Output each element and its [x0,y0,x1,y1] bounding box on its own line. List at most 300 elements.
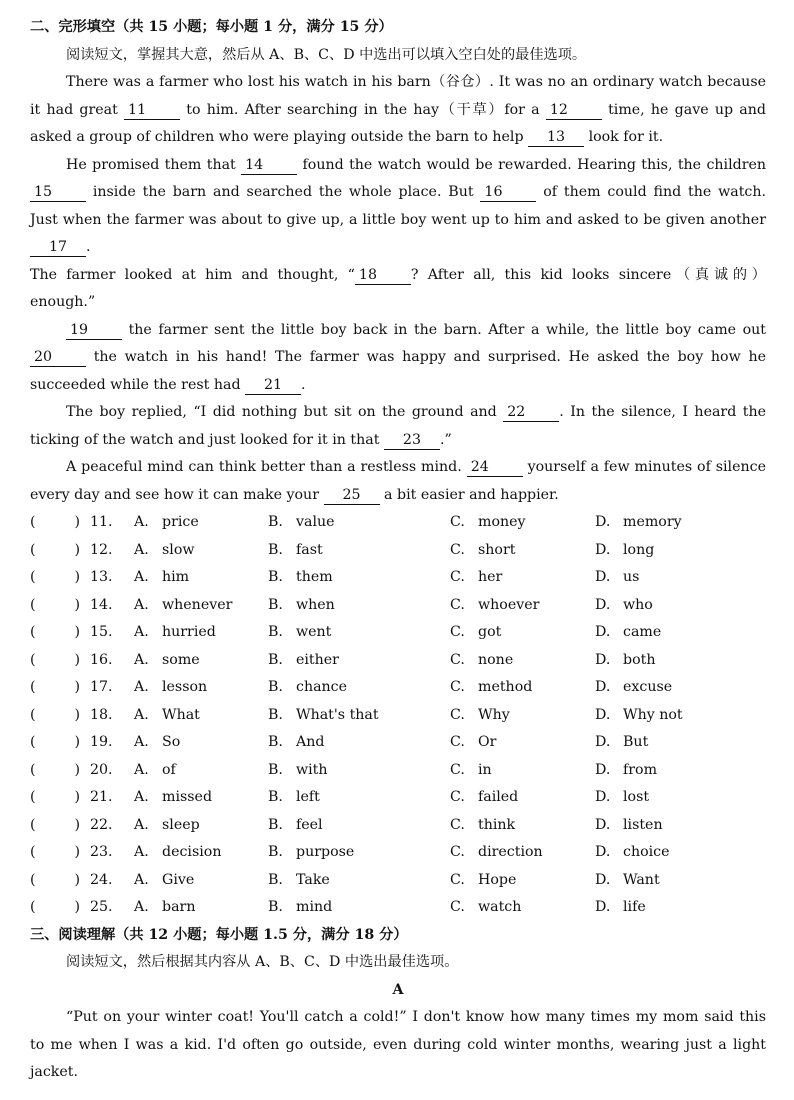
option-b[interactable] [268,647,450,675]
option-b[interactable] [268,564,450,592]
option-a[interactable] [134,592,268,620]
passage-line [30,482,766,510]
option-letter: D. [595,789,611,805]
option-b[interactable] [268,509,450,537]
blank-20[interactable]: 20 [30,348,86,367]
option-b[interactable] [268,619,450,647]
bracket-close: ) [74,596,80,613]
option-text: memory [623,514,682,530]
option-letter: C. [450,624,465,640]
passage-text: inside the barn and searched the whole place. But [92,184,474,200]
option-d[interactable] [595,509,735,537]
passage-text: found the watch would be rewarded. Hearing this, the children [302,156,767,173]
option-a[interactable] [134,867,268,895]
passage-text: the watch in his hand! The farmer was happy and surprised. He asked the boy how he [93,349,766,365]
option-letter: B. [268,651,283,668]
option-letter: A. [134,761,149,778]
question-number: 16. [90,651,113,668]
bracket-close: ) [74,899,80,915]
option-d[interactable] [595,674,735,702]
option-c[interactable] [450,812,595,840]
cloze-passage [30,69,766,509]
option-text: Why not [623,706,683,723]
option-letter: C. [450,706,465,723]
option-b[interactable] [268,784,450,812]
passage-text: a bit easier and happier. [384,486,559,503]
option-letter: C. [450,844,465,860]
option-letter: B. [268,816,283,833]
blank-24[interactable]: 24 [467,458,523,477]
option-d[interactable] [595,894,735,922]
option-letter: D. [595,871,611,888]
question-row [30,867,766,895]
option-letter: A. [134,816,149,833]
blank-16[interactable]: 16 [480,183,536,202]
passage-line [30,262,766,290]
question-number: 18. [90,706,113,723]
option-d[interactable] [595,647,735,675]
passage-text: The boy replied, “I did nothing but sit on the ground and [66,404,497,420]
option-text: of [162,761,176,778]
passage-text: the farmer sent the little boy back in the barn. After a while, the little boy came out [128,321,766,338]
option-text: feel [296,816,323,833]
option-text: mind [296,899,333,915]
option-text: some [162,651,200,668]
passage-text: ticking of the watch and just looked for it in that [30,431,380,448]
option-text: failed [478,789,519,805]
option-text: chance [296,679,348,695]
question-row [30,647,766,675]
section2-instruction: 阅读短文，掌握其大意，然后从 A、B、C、D 中选出可以填入空白处的最佳选项。 [66,46,587,63]
question-row [30,592,766,620]
option-text: But [623,734,649,750]
option-text: from [623,761,658,778]
question-number: 25. [90,899,113,915]
option-text: whenever [162,596,233,613]
option-text: none [478,651,514,668]
option-text: slow [162,541,195,558]
option-b[interactable] [268,729,450,757]
bracket-close: ) [74,789,80,805]
passage-text: .” [439,431,452,448]
passage-line [30,344,766,372]
option-letter: A. [134,871,149,888]
option-text: life [623,899,646,915]
option-c[interactable] [450,839,595,867]
option-c[interactable] [450,674,595,702]
option-letter: D. [595,844,611,860]
bracket-close: ) [74,541,80,558]
passage-text: asked a group of children who were playing outside the barn to help [30,129,524,145]
option-letter: C. [450,789,465,805]
bracket-close: ) [74,871,80,888]
option-letter: A. [134,706,149,723]
passage-line [30,317,766,345]
bracket-open: ( [30,734,36,750]
passage-line: There was a farmer who lost his watch in his barn（谷仓）. It was no an ordinary watch because [66,74,766,90]
option-letter: A. [134,789,149,805]
option-text: sleep [162,816,200,833]
bracket-open: ( [30,514,36,530]
question-number: 17. [90,679,113,695]
section3-instruction: 阅读短文，然后根据其内容从 A、B、C、D 中选出最佳选项。 [66,954,459,970]
bracket-open: ( [30,789,36,805]
passage-line: enough.” [30,294,96,310]
question-number: 20. [90,761,113,778]
option-b[interactable] [268,592,450,620]
bracket-open: ( [30,871,36,888]
option-letter: B. [268,514,283,530]
option-text: got [478,624,502,640]
option-text: Want [623,871,660,888]
blank-15[interactable]: 15 [30,183,86,202]
passage-text: . [86,239,91,255]
option-b[interactable] [268,674,450,702]
option-letter: D. [595,624,611,640]
question-number: 21. [90,789,113,805]
option-letter: D. [595,514,611,530]
option-c[interactable] [450,729,595,757]
answer-bracket[interactable] [30,729,90,757]
option-c[interactable] [450,867,595,895]
answer-bracket[interactable] [30,674,90,702]
blank-13[interactable]: 13 [528,128,584,147]
bracket-open: ( [30,706,36,723]
option-a[interactable] [134,812,268,840]
option-c[interactable] [450,564,595,592]
option-a[interactable] [134,757,268,785]
bracket-open: ( [30,899,36,915]
option-letter: C. [450,541,465,558]
option-text: Give [162,871,195,888]
bracket-close: ) [74,569,80,585]
option-letter: B. [268,596,283,613]
option-d[interactable] [595,839,735,867]
option-text: her [478,569,503,585]
option-a[interactable] [134,894,268,922]
option-d[interactable] [595,592,735,620]
question-row [30,702,766,730]
option-c[interactable] [450,894,595,922]
option-text: listen [623,816,663,833]
option-b[interactable] [268,812,450,840]
option-letter: B. [268,871,283,888]
option-letter: A. [134,624,149,640]
bracket-close: ) [74,734,80,750]
option-text: him [162,569,190,585]
blank-11[interactable]: 11 [124,101,180,120]
option-letter: D. [595,706,611,723]
question-number: 14. [90,596,113,613]
question-row [30,839,766,867]
answer-bracket[interactable] [30,592,90,620]
option-text: Hope [478,871,517,888]
passage-line [30,427,766,455]
passage-text: . [301,376,306,393]
bracket-open: ( [30,651,36,668]
option-text: hurried [162,624,216,640]
option-c[interactable] [450,784,595,812]
passage-line: “Put on your winter coat! You'll catch a cold!” I don't know how many times my mom said this [66,1009,766,1025]
answer-bracket[interactable] [30,894,90,922]
option-b[interactable] [268,894,450,922]
option-a[interactable] [134,784,268,812]
option-letter: A. [134,651,149,668]
answer-bracket[interactable] [30,702,90,730]
answer-bracket[interactable] [30,564,90,592]
passage-text: A peaceful mind can think better than a restless mind. [66,459,462,475]
option-text: think [478,816,516,833]
passage-line: to me when I was a kid. I'd often go outside, even during cold winter months, wearing just a light [30,1036,766,1053]
option-letter: D. [595,734,611,750]
passage-text: succeeded while the rest had [30,376,241,393]
question-number: 13. [90,569,113,585]
option-letter: A. [134,514,149,530]
option-d[interactable] [595,812,735,840]
bracket-close: ) [74,706,80,723]
question-row [30,619,766,647]
option-b[interactable] [268,702,450,730]
option-letter: D. [595,899,611,915]
option-a[interactable] [134,702,268,730]
question-number: 15. [90,624,113,640]
option-text: came [623,624,662,640]
bracket-close: ) [74,679,80,695]
blank-22[interactable]: 22 [503,403,559,422]
option-text: method [478,679,533,695]
question-number: 11. [90,514,113,530]
bracket-open: ( [30,596,36,613]
passage-text: The farmer looked at him and thought, “ [30,266,355,283]
option-text: short [478,541,516,558]
option-letter: D. [595,816,611,833]
bracket-open: ( [30,816,36,833]
blank-23[interactable]: 23 [384,431,440,450]
blank-17[interactable]: 17 [30,238,86,257]
option-text: left [296,789,320,805]
option-letter: C. [450,899,465,915]
option-letter: B. [268,569,283,585]
option-d[interactable] [595,867,735,895]
option-text: And [296,734,325,750]
option-b[interactable] [268,757,450,785]
answer-bracket[interactable] [30,647,90,675]
section2-heading: 二、完形填空（共 15 小题；每小题 1 分，满分 15 分） [30,19,393,35]
question-row [30,729,766,757]
option-text: with [296,761,328,778]
passage-label: A [392,981,404,998]
option-letter: D. [595,596,611,613]
question-row [30,812,766,840]
option-text: watch [478,899,522,915]
option-d[interactable] [595,537,735,565]
bracket-close: ) [74,844,80,860]
option-a[interactable] [134,674,268,702]
option-b[interactable] [268,839,450,867]
blank-21[interactable]: 21 [245,376,301,395]
option-a[interactable] [134,729,268,757]
passage-line [30,372,766,400]
option-c[interactable] [450,619,595,647]
passage-text: of them could find the watch. [543,184,766,200]
answer-bracket[interactable] [30,509,90,537]
passage-text: every day and see how it can make your [30,486,319,503]
option-a[interactable] [134,537,268,565]
bracket-open: ( [30,844,36,860]
bracket-open: ( [30,624,36,640]
answer-bracket[interactable] [30,784,90,812]
blank-12[interactable]: 12 [546,101,602,120]
passage-text: look for it. [588,129,664,145]
answer-bracket[interactable] [30,619,90,647]
option-letter: C. [450,651,465,668]
option-c[interactable] [450,537,595,565]
option-a[interactable] [134,839,268,867]
question-row [30,894,766,922]
option-d[interactable] [595,729,735,757]
question-number: 23. [90,844,113,860]
option-letter: C. [450,596,465,613]
option-b[interactable] [268,537,450,565]
option-text: What's that [296,706,379,723]
option-letter: D. [595,541,611,558]
option-a[interactable] [134,564,268,592]
option-letter: C. [450,679,465,695]
option-letter: A. [134,596,149,613]
passage-text: yourself a few minutes of silence [527,459,766,475]
option-c[interactable] [450,647,595,675]
blank-19[interactable]: 19 [66,321,122,340]
option-text: Why [478,706,510,723]
answer-bracket[interactable] [30,839,90,867]
option-text: went [296,624,332,640]
bracket-open: ( [30,679,36,695]
question-number: 12. [90,541,113,558]
option-letter: B. [268,706,283,723]
answer-bracket[interactable] [30,537,90,565]
passage-line [30,97,766,125]
blank-25[interactable]: 25 [324,486,380,505]
passage-line [30,124,766,152]
question-number: 22. [90,816,113,833]
bracket-close: ) [74,651,80,668]
option-text: decision [162,844,222,860]
option-text: choice [623,844,670,860]
option-text: whoever [478,596,540,613]
option-d[interactable] [595,564,735,592]
option-a[interactable] [134,509,268,537]
option-text: direction [478,844,543,860]
option-text: who [623,596,653,613]
option-letter: A. [134,899,149,915]
option-letter: B. [268,679,283,695]
option-letter: D. [595,569,611,585]
option-text: lost [623,789,650,805]
option-text: price [162,514,199,530]
passage-line [30,152,766,180]
option-c[interactable] [450,509,595,537]
option-d[interactable] [595,784,735,812]
option-text: us [623,569,640,585]
option-text: excuse [623,679,673,695]
option-letter: A. [134,844,149,860]
option-text: fast [296,541,323,558]
answer-bracket[interactable] [30,812,90,840]
option-text: What [162,706,200,723]
bracket-close: ) [74,624,80,640]
option-letter: B. [268,734,283,750]
option-text: long [623,541,655,558]
question-row [30,564,766,592]
bracket-close: ) [74,514,80,530]
option-text: in [478,761,492,778]
option-letter: D. [595,651,611,668]
option-text: missed [162,789,213,805]
option-letter: A. [134,734,149,750]
passage-text: . In the silence, I heard the [559,404,766,420]
option-letter: B. [268,541,283,558]
option-letter: C. [450,761,465,778]
blank-18[interactable]: 18 [355,266,411,285]
option-text: So [162,734,181,750]
option-a[interactable] [134,647,268,675]
option-c[interactable] [450,592,595,620]
option-letter: B. [268,761,283,778]
option-text: both [623,651,656,668]
bracket-open: ( [30,569,36,585]
option-c[interactable] [450,702,595,730]
option-c[interactable] [450,757,595,785]
option-d[interactable] [595,619,735,647]
question-row [30,674,766,702]
answer-bracket[interactable] [30,867,90,895]
question-number: 24. [90,871,113,888]
passage-line [30,234,766,262]
answer-bracket[interactable] [30,757,90,785]
passage-line [30,454,766,482]
option-a[interactable] [134,619,268,647]
passage-text: to him. After searching in the hay（干草）for a [186,101,540,118]
question-row [30,757,766,785]
bracket-open: ( [30,541,36,558]
passage-text: time, he gave up and [608,101,766,118]
option-d[interactable] [595,702,735,730]
option-letter: A. [134,679,149,695]
passage-line [30,399,766,427]
option-text: value [296,514,335,530]
option-letter: C. [450,569,465,585]
option-letter: C. [450,514,465,530]
option-letter: D. [595,761,611,778]
option-d[interactable] [595,757,735,785]
bracket-close: ) [74,816,80,833]
option-letter: A. [134,569,149,585]
option-letter: B. [268,624,283,640]
bracket-close: ) [74,761,80,778]
option-text: barn [162,899,196,915]
option-letter: B. [268,789,283,805]
option-b[interactable] [268,867,450,895]
option-letter: B. [268,844,283,860]
passage-text: ? After all, this kid looks sincere（真诚的） [410,266,766,283]
option-letter: A. [134,541,149,558]
option-text: Or [478,734,497,750]
question-row [30,537,766,565]
option-letter: C. [450,816,465,833]
option-letter: C. [450,871,465,888]
option-text: money [478,514,526,530]
blank-14[interactable]: 14 [241,156,297,175]
